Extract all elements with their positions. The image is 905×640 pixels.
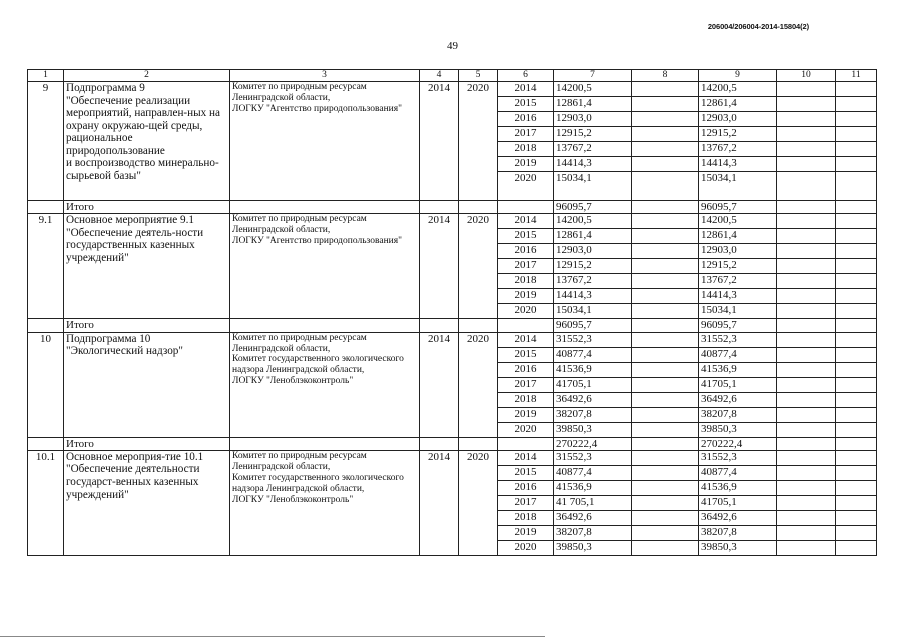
total-end-cell [459,201,498,214]
start-year: 2014 [420,332,459,437]
amount-col10 [777,142,836,157]
amount-col8 [632,422,699,437]
amount-col10 [777,495,836,510]
amount-col9: 14414,3 [699,289,777,304]
start-year: 2014 [420,450,459,555]
amount-col11 [836,347,877,362]
item-name: Основное мероприя-тие 10.1 "Обеспечение деятельности государст-венных казенных учреждений" [64,450,230,555]
amount-col9: 13767,2 [699,142,777,157]
amount-col9: 14414,3 [699,157,777,172]
column-header: 3 [230,70,420,82]
amount-col7: 12915,2 [554,259,632,274]
amount-col7: 41705,1 [554,377,632,392]
row-year: 2018 [498,274,554,289]
row-year: 2020 [498,540,554,555]
row-year: 2016 [498,244,554,259]
amount-col9: 15034,1 [699,304,777,319]
amount-col11 [836,377,877,392]
amount-col8 [632,450,699,465]
total-col11 [836,437,877,450]
table-row [28,332,877,347]
page-bottom-rule [0,636,545,637]
amount-col8 [632,465,699,480]
amount-col9: 40877,4 [699,347,777,362]
amount-col8 [632,377,699,392]
total-exec-cell [230,201,420,214]
column-header: 4 [420,70,459,82]
total-year-cell [498,201,554,214]
amount-col7: 12915,2 [554,127,632,142]
item-executor: Комитет по природным ресурсам Ленинградской области, Комитет государственного экологического надзора Ленинградской области, ЛОГКУ "Леноблэкоконтроль" [230,332,420,437]
row-year: 2014 [498,82,554,97]
amount-col8 [632,142,699,157]
amount-col11 [836,480,877,495]
amount-col8 [632,525,699,540]
total-col8 [632,437,699,450]
amount-col9: 36492,6 [699,510,777,525]
total-exec-cell [230,319,420,332]
amount-col7: 13767,2 [554,274,632,289]
budget-table [27,69,877,556]
item-number: 9 [28,82,64,201]
amount-col8 [632,289,699,304]
column-header: 9 [699,70,777,82]
total-label: Итого [64,201,230,214]
amount-col7: 15034,1 [554,172,632,201]
total-col9: 96095,7 [699,201,777,214]
amount-col11 [836,510,877,525]
amount-col7: 41 705,1 [554,495,632,510]
amount-col8 [632,259,699,274]
amount-col9: 38207,8 [699,407,777,422]
column-header: 6 [498,70,554,82]
amount-col10 [777,127,836,142]
table-row [28,450,877,465]
column-header: 2 [64,70,230,82]
amount-col9: 41705,1 [699,495,777,510]
total-col7: 270222,4 [554,437,632,450]
table-row [28,214,877,229]
amount-col8 [632,112,699,127]
amount-col8 [632,244,699,259]
amount-col10 [777,172,836,201]
amount-col8 [632,510,699,525]
total-col10 [777,437,836,450]
row-year: 2014 [498,450,554,465]
amount-col11 [836,540,877,555]
amount-col11 [836,112,877,127]
amount-col11 [836,525,877,540]
start-year: 2014 [420,82,459,201]
amount-col11 [836,392,877,407]
amount-col11 [836,127,877,142]
amount-col10 [777,525,836,540]
amount-col9: 31552,3 [699,450,777,465]
amount-col9: 38207,8 [699,525,777,540]
total-year-cell [498,437,554,450]
amount-col10 [777,332,836,347]
amount-col9: 12915,2 [699,127,777,142]
amount-col8 [632,304,699,319]
amount-col9: 12861,4 [699,97,777,112]
column-header: 1 [28,70,64,82]
amount-col8 [632,229,699,244]
row-year: 2019 [498,157,554,172]
table-header-row [28,70,877,82]
amount-col10 [777,112,836,127]
total-start-cell [420,437,459,450]
amount-col8 [632,495,699,510]
amount-col10 [777,392,836,407]
row-year: 2017 [498,377,554,392]
amount-col7: 14200,5 [554,82,632,97]
table-body [28,82,877,556]
end-year: 2020 [459,214,498,319]
table-row [28,82,877,97]
total-end-cell [459,437,498,450]
amount-col9: 41536,9 [699,480,777,495]
amount-col7: 12861,4 [554,97,632,112]
amount-col7: 38207,8 [554,525,632,540]
amount-col10 [777,480,836,495]
amount-col7: 39850,3 [554,540,632,555]
amount-col11 [836,244,877,259]
amount-col10 [777,510,836,525]
row-year: 2016 [498,362,554,377]
amount-col9: 31552,3 [699,332,777,347]
amount-col11 [836,172,877,201]
amount-col11 [836,407,877,422]
amount-col10 [777,377,836,392]
amount-col10 [777,450,836,465]
amount-col10 [777,289,836,304]
row-year: 2017 [498,495,554,510]
end-year: 2020 [459,332,498,437]
amount-col11 [836,157,877,172]
item-name: Подпрограмма 9 "Обеспечение реализации мероприятий, направлен-ных на охрану окружаю-щей среды, рациональное природопользование и воспроизводство минерально-сырьевой базы" [64,82,230,201]
amount-col9: 12903,0 [699,112,777,127]
amount-col8 [632,540,699,555]
amount-col8 [632,407,699,422]
item-executor: Комитет по природным ресурсам Ленинградской области, ЛОГКУ "Агентство природопользования" [230,214,420,319]
amount-col8 [632,347,699,362]
item-number: 10.1 [28,450,64,555]
amount-col7: 39850,3 [554,422,632,437]
amount-col10 [777,97,836,112]
amount-col10 [777,259,836,274]
start-year: 2014 [420,214,459,319]
amount-col10 [777,465,836,480]
total-exec-cell [230,437,420,450]
row-year: 2018 [498,510,554,525]
amount-col7: 38207,8 [554,407,632,422]
total-label: Итого [64,319,230,332]
amount-col11 [836,304,877,319]
amount-col8 [632,172,699,201]
amount-col9: 12861,4 [699,229,777,244]
amount-col10 [777,274,836,289]
amount-col11 [836,450,877,465]
column-header: 8 [632,70,699,82]
amount-col7: 36492,6 [554,392,632,407]
total-col9: 270222,4 [699,437,777,450]
amount-col8 [632,332,699,347]
row-year: 2019 [498,407,554,422]
amount-col9: 36492,6 [699,392,777,407]
total-col10 [777,319,836,332]
amount-col7: 13767,2 [554,142,632,157]
amount-col8 [632,97,699,112]
amount-col11 [836,259,877,274]
amount-col9: 14200,5 [699,82,777,97]
amount-col11 [836,289,877,304]
row-year: 2020 [498,172,554,201]
amount-col10 [777,214,836,229]
row-year: 2016 [498,112,554,127]
item-executor: Комитет по природным ресурсам Ленинградской области, Комитет государственного экологического надзора Ленинградской области, ЛОГКУ "Леноблэкоконтроль" [230,450,420,555]
amount-col7: 12903,0 [554,244,632,259]
column-header: 10 [777,70,836,82]
end-year: 2020 [459,450,498,555]
column-header: 11 [836,70,877,82]
amount-col8 [632,82,699,97]
total-col10 [777,201,836,214]
row-year: 2017 [498,259,554,274]
amount-col7: 40877,4 [554,347,632,362]
row-year: 2018 [498,142,554,157]
row-year: 2019 [498,289,554,304]
item-executor: Комитет по природным ресурсам Ленинградской области, ЛОГКУ "Агентство природопользования" [230,82,420,201]
amount-col8 [632,392,699,407]
total-col7: 96095,7 [554,319,632,332]
row-year: 2020 [498,422,554,437]
total-start-cell [420,319,459,332]
amount-col7: 12861,4 [554,229,632,244]
amount-col7: 31552,3 [554,332,632,347]
end-year: 2020 [459,82,498,201]
amount-col9: 41705,1 [699,377,777,392]
amount-col9: 40877,4 [699,465,777,480]
total-row [28,319,877,332]
total-end-cell [459,319,498,332]
total-col11 [836,319,877,332]
row-year: 2015 [498,465,554,480]
item-name: Основное мероприятие 9.1 "Обеспечение деятель-ности государственных казенных учреждений" [64,214,230,319]
item-name: Подпрограмма 10 "Экологический надзор" [64,332,230,437]
item-number: 10 [28,332,64,437]
amount-col9: 12915,2 [699,259,777,274]
row-year: 2015 [498,347,554,362]
row-year: 2015 [498,97,554,112]
item-number: 9.1 [28,214,64,319]
row-year: 2014 [498,214,554,229]
amount-col7: 15034,1 [554,304,632,319]
column-header: 7 [554,70,632,82]
amount-col9: 15034,1 [699,172,777,201]
amount-col7: 14200,5 [554,214,632,229]
amount-col7: 40877,4 [554,465,632,480]
amount-col11 [836,214,877,229]
total-col8 [632,201,699,214]
total-row [28,201,877,214]
total-year-cell [498,319,554,332]
amount-col8 [632,480,699,495]
amount-col10 [777,304,836,319]
amount-col11 [836,82,877,97]
amount-col10 [777,347,836,362]
amount-col7: 14414,3 [554,289,632,304]
row-year: 2020 [498,304,554,319]
amount-col10 [777,82,836,97]
amount-col11 [836,97,877,112]
amount-col9: 12903,0 [699,244,777,259]
total-num-cell [28,201,64,214]
total-label: Итого [64,437,230,450]
total-col7: 96095,7 [554,201,632,214]
total-num-cell [28,319,64,332]
amount-col10 [777,362,836,377]
row-year: 2016 [498,480,554,495]
amount-col8 [632,127,699,142]
amount-col7: 31552,3 [554,450,632,465]
amount-col11 [836,362,877,377]
amount-col8 [632,274,699,289]
amount-col8 [632,157,699,172]
row-year: 2018 [498,392,554,407]
column-header: 5 [459,70,498,82]
amount-col7: 41536,9 [554,480,632,495]
row-year: 2017 [498,127,554,142]
total-col9: 96095,7 [699,319,777,332]
amount-col7: 41536,9 [554,362,632,377]
row-year: 2014 [498,332,554,347]
amount-col7: 36492,6 [554,510,632,525]
amount-col11 [836,422,877,437]
total-start-cell [420,201,459,214]
amount-col9: 39850,3 [699,422,777,437]
amount-col8 [632,362,699,377]
row-year: 2015 [498,229,554,244]
total-num-cell [28,437,64,450]
amount-col11 [836,332,877,347]
total-col8 [632,319,699,332]
document-id: 206004/206004-2014-15804(2) [707,22,809,31]
amount-col9: 13767,2 [699,274,777,289]
amount-col9: 14200,5 [699,214,777,229]
total-col11 [836,201,877,214]
amount-col11 [836,142,877,157]
amount-col8 [632,214,699,229]
amount-col10 [777,540,836,555]
amount-col7: 12903,0 [554,112,632,127]
amount-col7: 14414,3 [554,157,632,172]
amount-col11 [836,229,877,244]
amount-col10 [777,422,836,437]
amount-col10 [777,157,836,172]
total-row [28,437,877,450]
row-year: 2019 [498,525,554,540]
amount-col9: 41536,9 [699,362,777,377]
amount-col11 [836,495,877,510]
amount-col11 [836,274,877,289]
amount-col9: 39850,3 [699,540,777,555]
amount-col11 [836,465,877,480]
amount-col10 [777,407,836,422]
amount-col10 [777,244,836,259]
amount-col10 [777,229,836,244]
page-number: 49 [447,40,458,52]
